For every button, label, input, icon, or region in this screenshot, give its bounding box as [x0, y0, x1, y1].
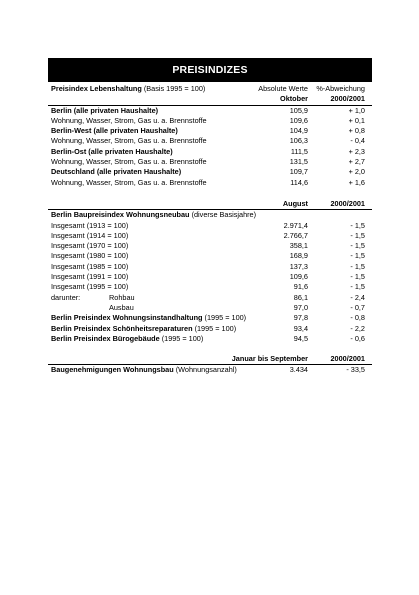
row-value: 111,5 — [290, 146, 308, 156]
table-row — [48, 324, 372, 334]
section-note: (diverse Basisjahre) — [191, 210, 257, 220]
row-value: 97,8 — [293, 313, 308, 323]
table-row — [48, 147, 372, 157]
column-header-change: %-Abweichung — [316, 84, 365, 93]
row-change: - 1,5 — [350, 272, 365, 282]
table-row — [48, 157, 372, 167]
row-label: Insgesamt (1913 = 100) — [51, 220, 129, 230]
table-row — [48, 106, 372, 116]
table-row — [48, 262, 372, 272]
row-change: + 2,3 — [348, 146, 365, 156]
row-value: 105,9 — [289, 105, 308, 115]
row-change: - 1,5 — [350, 241, 365, 251]
row-label: Wohnung, Wasser, Strom, Gas u. a. Brennstoffe — [51, 115, 207, 125]
row-change: + 1,0 — [348, 105, 365, 115]
row-value: 358,1 — [289, 241, 308, 251]
row-value: 109,7 — [289, 167, 308, 177]
period-a: Januar bis September — [231, 354, 308, 364]
table-row — [48, 251, 372, 261]
row-change: - 1,5 — [350, 220, 365, 230]
table-row — [48, 303, 372, 313]
table-row — [48, 136, 372, 146]
row-change: - 1,5 — [350, 230, 365, 240]
row-label: Wohnung, Wasser, Strom, Gas u. a. Brennstoffe — [51, 157, 207, 167]
row-value: 137,3 — [289, 261, 308, 271]
row-value: 106,3 — [289, 136, 308, 146]
period-b: 2000/2001 — [330, 94, 365, 104]
row-change: - 1,5 — [350, 251, 365, 261]
section-title: Berlin Baupreisindex Wohnungsneubau — [51, 210, 190, 220]
row-change: - 0,8 — [350, 313, 365, 323]
row-change: - 2,2 — [350, 323, 365, 333]
table-row — [48, 334, 372, 344]
row-label: Insgesamt (1995 = 100) — [51, 282, 129, 292]
table-row — [48, 293, 372, 303]
row-value: 168,9 — [289, 251, 308, 261]
period-b: 2000/2001 — [330, 354, 365, 364]
row-label: Berlin (alle privaten Haushalte) — [51, 105, 159, 115]
table-row — [48, 365, 372, 375]
row-value: 109,6 — [289, 115, 308, 125]
row-change: - 1,5 — [350, 261, 365, 271]
period-b: 2000/2001 — [330, 198, 365, 208]
row-change: - 33,5 — [346, 365, 365, 375]
row-change: + 2,7 — [348, 157, 365, 167]
section-header-baupreisindex — [48, 210, 372, 220]
row-change: + 0,1 — [348, 115, 365, 125]
table-row — [48, 272, 372, 282]
price-index-table — [48, 84, 372, 376]
period-header — [48, 199, 372, 209]
table-row — [48, 178, 372, 188]
row-value: 86,1 — [293, 292, 308, 302]
row-label: Insgesamt (1980 = 100) — [51, 251, 129, 261]
row-value: 91,6 — [293, 282, 308, 292]
row-label: Insgesamt (1914 = 100) — [51, 230, 129, 240]
row-label: Wohnung, Wasser, Strom, Gas u. a. Brennstoffe — [51, 136, 207, 146]
row-value: 97,0 — [293, 302, 308, 312]
row-value: 104,9 — [289, 126, 308, 136]
row-label: Insgesamt (1970 = 100) — [51, 241, 129, 251]
row-label: Berlin Preisindex Bürogebäude — [51, 333, 160, 343]
period-a: Oktober — [280, 94, 308, 104]
table-row — [48, 221, 372, 231]
row-change: + 2,0 — [348, 167, 365, 177]
row-note: (Wohnungsanzahl) — [175, 365, 237, 375]
section-title: Preisindex Lebenshaltung — [51, 84, 142, 93]
row-value: 3.434 — [289, 365, 308, 375]
period-header — [48, 94, 372, 104]
row-note: (1995 = 100) — [161, 333, 204, 343]
row-change: - 0,7 — [350, 302, 365, 312]
table-row — [48, 167, 372, 177]
period-header — [48, 354, 372, 364]
table-row — [48, 126, 372, 136]
row-change: - 1,5 — [350, 282, 365, 292]
row-label: Deutschland (alle privaten Haushalte) — [51, 167, 182, 177]
row-label: Ausbau — [109, 302, 134, 312]
table-row — [48, 231, 372, 241]
row-label: Berlin-West (alle privaten Haushalte) — [51, 126, 178, 136]
row-change: - 2,4 — [350, 292, 365, 302]
row-change: - 0,4 — [350, 136, 365, 146]
row-note: (1995 = 100) — [194, 323, 237, 333]
row-label: Baugenehmigungen Wohnungsbau — [51, 365, 174, 375]
row-label: Rohbau — [109, 292, 135, 302]
page-title: PREISINDIZES — [48, 58, 372, 82]
table-row — [48, 313, 372, 323]
row-value: 2.766,7 — [283, 230, 308, 240]
column-header-absolute: Absolute Werte — [258, 84, 308, 93]
row-label: Berlin Preisindex Wohnungsinstandhaltung — [51, 313, 203, 323]
row-label: Berlin-Ost (alle privaten Haushalte) — [51, 146, 173, 156]
section-header-lebenshaltung — [48, 84, 372, 94]
row-change: + 0,8 — [348, 126, 365, 136]
darunter-label: darunter: — [51, 292, 81, 302]
row-value: 114,6 — [290, 177, 308, 187]
table-row — [48, 241, 372, 251]
table-row — [48, 116, 372, 126]
section-note: (Basis 1995 = 100) — [143, 84, 206, 93]
row-label: Insgesamt (1985 = 100) — [51, 261, 129, 271]
period-a: August — [282, 198, 308, 208]
row-value: 131,5 — [289, 157, 308, 167]
row-value: 94,5 — [293, 333, 308, 343]
row-change: + 1,6 — [348, 177, 365, 187]
row-label: Berlin Preisindex Schönheitsreparaturen — [51, 323, 193, 333]
row-label: Insgesamt (1991 = 100) — [51, 272, 129, 282]
row-value: 109,6 — [289, 272, 308, 282]
table-row — [48, 282, 372, 292]
row-label: Wohnung, Wasser, Strom, Gas u. a. Brennstoffe — [51, 177, 207, 187]
row-change: - 0,6 — [350, 333, 365, 343]
row-note: (1995 = 100) — [204, 313, 247, 323]
row-value: 93,4 — [293, 323, 308, 333]
row-value: 2.971,4 — [283, 220, 308, 230]
